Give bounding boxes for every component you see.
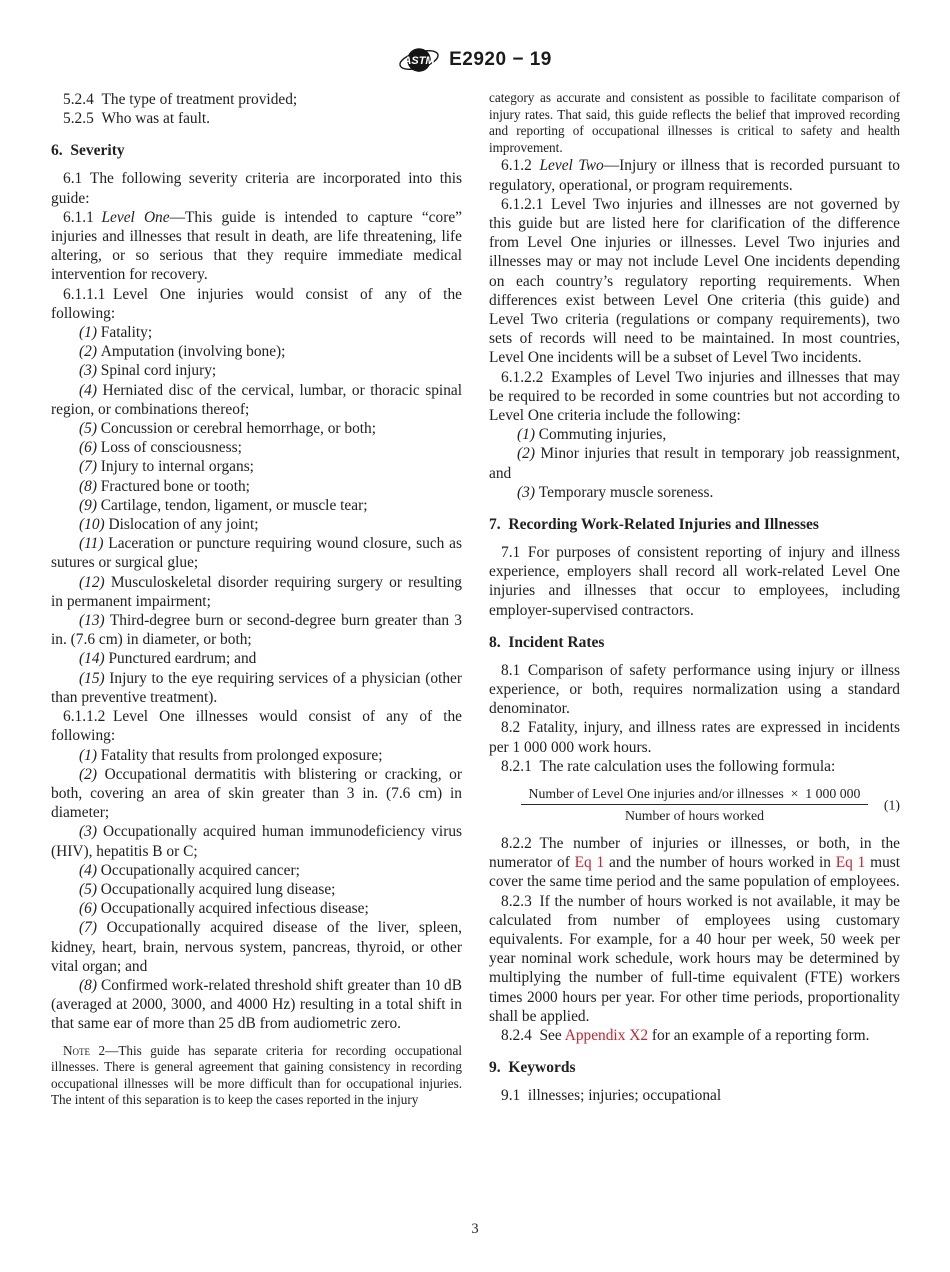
text-run: (2) [79,765,105,783]
para-6-1-1 [51,208,462,285]
text-run: (5) [79,880,101,898]
text-run: 5.2.4 The type of treatment provided; [63,91,298,108]
standard-designation: E2920 − 19 [449,49,552,70]
illness-item-7 [51,918,462,976]
text-run: and the number of hours worked in [604,854,836,872]
text-run: (6) [79,439,101,457]
injury-item-6 [51,438,462,457]
injury-item-4 [51,381,462,419]
text-run: This guide has separate criteria for recording occupational illnesses. There is general agreement that gaining consistency in recording occupational illnesses will be more difficult than for occupational injuries. The intent of this separation is to keep the cases reported in the injury [51,1042,462,1108]
text-run: —Injury or illness that is recorded pursuant to regulatory, operational, or program requirements. [489,157,900,194]
section-8-heading [489,633,900,652]
text-run: Fatality; [100,324,153,342]
text-run: 6.1.1.1 Level One injuries would consist of any of the following: [51,285,462,322]
text-run: Loss of consciousness; [100,439,242,457]
text-run: Fatality that results from prolonged exposure; [100,746,383,764]
text-run: (8) [79,477,101,495]
text-run: (7) [79,919,107,937]
text-run: Injury to the eye requiring services of a physician (other than preventive treatment). [51,669,462,706]
formula-denominator: Number of hours worked [624,808,765,824]
section-9-heading [489,1058,900,1077]
text-run: 6.1.2.1 Level Two injuries and illnesses are not governed by this guide but are listed here for clarification of the difference from Level One injuries or illnesses. Level Two injuries and illnesses may or may not include Level One incidents depending on each country’s regulatory reporting requirements. When differences exist between Level One criteria (this guide) and Level Two criteria (regulations or company requirements), two sets of records will need to be maintained. In most countries, Level One incidents will be a subset of Level Two incidents. [489,195,900,367]
text-run: (1) [79,324,101,342]
text-run: 6.1.1 [63,208,102,226]
text-run: (1) [79,746,101,764]
para-8-2-2 [489,834,900,892]
right-column [489,90,900,1109]
para-6-1-1-1 [51,285,462,323]
text-run: 5.2.5 Who was at fault. [63,110,211,128]
text-run: Occupationally acquired lung disease; [100,880,336,898]
text-run: Occupationally acquired cancer; [100,861,300,879]
injury-item-15 [51,669,462,707]
para-8-1 [489,661,900,719]
note-2-continued [489,90,900,156]
injury-item-8 [51,477,462,496]
level-two-item-2 [489,444,900,482]
text-run: (13) [79,612,110,630]
text-run: (8) [79,976,102,994]
text-run: (11) [79,535,109,553]
astm-logo [398,44,440,76]
text-run: (3) [517,483,539,501]
text-run: Laceration or puncture requiring wound closure, such as sutures or surgical glue; [51,535,462,572]
section-7-heading [489,515,900,534]
injury-item-7 [51,457,462,476]
text-run: 7. Recording Work-Related Injuries and Illnesses [489,516,819,534]
text-run: 6.1.1.2 Level One illnesses would consist of any of the following: [51,708,462,745]
text-run: (3) [79,362,101,380]
text-run: 6.1.2 [501,157,540,175]
eq-1-link[interactable]: Eq 1 [835,854,866,872]
text-run: Commuting injuries, [538,426,667,444]
text-run: (2) [79,343,101,361]
illness-item-6 [51,899,462,918]
text-run: 6. Severity [51,142,125,160]
text-run: Level One [101,208,170,226]
page-header [0,44,950,76]
injury-item-14 [51,649,462,668]
para-8-2-3 [489,892,900,1026]
equation-number: (1) [883,797,900,813]
illness-item-5 [51,880,462,899]
text-run: Spinal cord injury; [100,362,217,380]
section-6-heading [51,141,462,160]
left-column [51,90,462,1109]
text-run: (4) [79,861,101,879]
fraction [521,785,869,824]
text-run: (12) [79,573,111,591]
text-run: (14) [79,650,109,668]
illness-item-2 [51,765,462,823]
level-two-item-3 [489,483,900,502]
para-5-2-4 [51,90,462,109]
para-6-1-1-2 [51,707,462,745]
para-7-1 [489,543,900,620]
para-5-2-5 [51,109,462,128]
text-run: must cover the same time period and the same population of employees. [489,854,901,891]
text-run: (4) [79,381,103,399]
appendix-x2-link[interactable]: Appendix X2 [564,1027,649,1045]
illness-item-3 [51,822,462,860]
text-run: 8.2.4 See [501,1027,565,1045]
text-run: 6.1.2.2 Examples of Level Two injuries and illnesses that may be required to be recorded in some countries but not according to Level One criteria include the following: [489,368,900,425]
text-run: Dislocation of any joint; [108,516,259,534]
text-run: Occupationally acquired infectious disease; [100,900,369,918]
text-run: Note 2— [63,1042,119,1058]
text-run: (7) [79,458,101,476]
para-8-2-1 [489,757,900,776]
eq-1-link[interactable]: Eq 1 [574,854,605,872]
text-run: 9. Keywords [489,1059,576,1077]
text-run: (1) [517,426,539,444]
text-run: Occupational dermatitis with blistering or cracking, or both, covering an area of skin greater than 3 in. (7.6 cm) in diameter; [51,765,462,822]
injury-item-9 [51,496,462,515]
text-run: 8. Incident Rates [489,633,605,651]
para-6-1-2-2 [489,368,900,426]
text-run: Herniated disc of the cervical, lumbar, or thoracic spinal region, or combinations thereof; [51,381,463,418]
text-run: (2) [517,445,541,463]
para-6-1-2 [489,156,900,194]
text-run: Punctured eardrum; and [108,650,257,668]
svg-text:ASTM: ASTM [403,54,435,67]
text-run: 9.1 illnesses; injuries; occupational [501,1087,722,1105]
injury-item-1 [51,323,462,342]
injury-item-11 [51,534,462,572]
text-run: (15) [79,669,110,687]
para-6-1 [51,169,462,207]
text-run: Confirmed work-related threshold shift greater than 10 dB (averaged at 2000, 3000, and 4000 Hz) resulting in a total shift in that same ear of more than 25 dB from audiometric zero. [51,976,462,1033]
text-run: 8.2.3 If the number of hours worked is not available, it may be calculated from number of employees using customary equivalents. For example, for a 40 hour per week, 50 week per year nominal work schedule, work hours may be determined by multiplying the number of full-time equivalent (FTE) workers times 2000 hours per year. For other time periods, proportionality shall be applied. [489,892,900,1025]
para-8-2 [489,718,900,756]
text-run: 7.1 For purposes of consistent reporting of injury and illness experience, employers shall record all work-related Level One injuries and illnesses that occur to employees, including employer-supervised contractors. [489,544,900,619]
illness-item-1 [51,746,462,765]
para-9-1 [489,1086,900,1105]
formula-numerator: Number of Level One injuries and/or illnesses × 1 000 000 [521,785,869,805]
text-run: Minor injuries that result in temporary job reassignment, and [489,445,900,482]
text-run: (9) [79,496,101,514]
injury-item-3 [51,361,462,380]
page-number: 3 [471,1221,479,1237]
text-run: 8.2.1 The rate calculation uses the following formula: [501,757,836,775]
illness-item-8 [51,976,462,1034]
injury-item-12 [51,573,462,611]
text-run: (10) [79,516,109,534]
text-run: for an example of a reporting form. [648,1027,870,1045]
injury-item-10 [51,515,462,534]
text-run: Musculoskeletal disorder requiring surgery or resulting in permanent impairment; [51,573,462,610]
text-run: 8.2 Fatality, injury, and illness rates are expressed in incidents per 1 000 000 work hours. [489,719,900,756]
text-run: 8.1 Comparison of safety performance using injury or illness experience, or both, requires normalization using a standard denominator. [489,661,900,718]
level-two-item-1 [489,425,900,444]
text-run: Cartilage, tendon, ligament, or muscle tear; [100,496,368,514]
text-run: Occupationally acquired human immunodeficiency virus (HIV), hepatitis B or C; [51,823,463,860]
text-run: Temporary muscle soreness. [538,483,714,501]
text-run: Amputation (involving bone); [100,343,286,361]
text-run: Third-degree burn or second-degree burn greater than 3 in. (7.6 cm) in diameter, or both; [51,612,462,649]
text-run: category as accurate and consistent as possible to facilitate comparison of injury rates. That said, this guide reflects the belief that improved recording and reporting of occupational illnesses is critical to safety and health improvement. [489,90,900,155]
document-body [51,90,900,1109]
injury-item-2 [51,342,462,361]
text-run: (5) [79,420,101,438]
text-run: 8.2.2 The number of injuries or illnesses, or both, in the numerator of [489,835,900,872]
injury-item-5 [51,419,462,438]
text-run: (3) [79,823,103,841]
text-run: Occupationally acquired disease of the liver, spleen, kidney, heart, brain, nervous system, pancreas, thyroid, or other vital organ; and [51,919,462,975]
text-run: 6.1 The following severity criteria are incorporated into this guide: [51,170,462,207]
injury-item-13 [51,611,462,649]
text-run: —This guide is intended to capture “core” injuries and illnesses that result in death, are life threatening, life altering, or so serious that they require immediate medical intervention for recovery. [51,208,462,284]
equation-1 [489,785,900,824]
text-run: Injury to internal organs; [100,458,254,476]
para-6-1-2-1 [489,195,900,368]
para-8-2-4 [489,1026,900,1045]
text-run: Concussion or cerebral hemorrhage, or both; [100,420,377,438]
text-run: Level Two [539,157,604,175]
note-2 [51,1043,462,1109]
illness-item-4 [51,861,462,880]
text-run: (6) [79,900,101,918]
text-run: Fractured bone or tooth; [100,477,250,495]
